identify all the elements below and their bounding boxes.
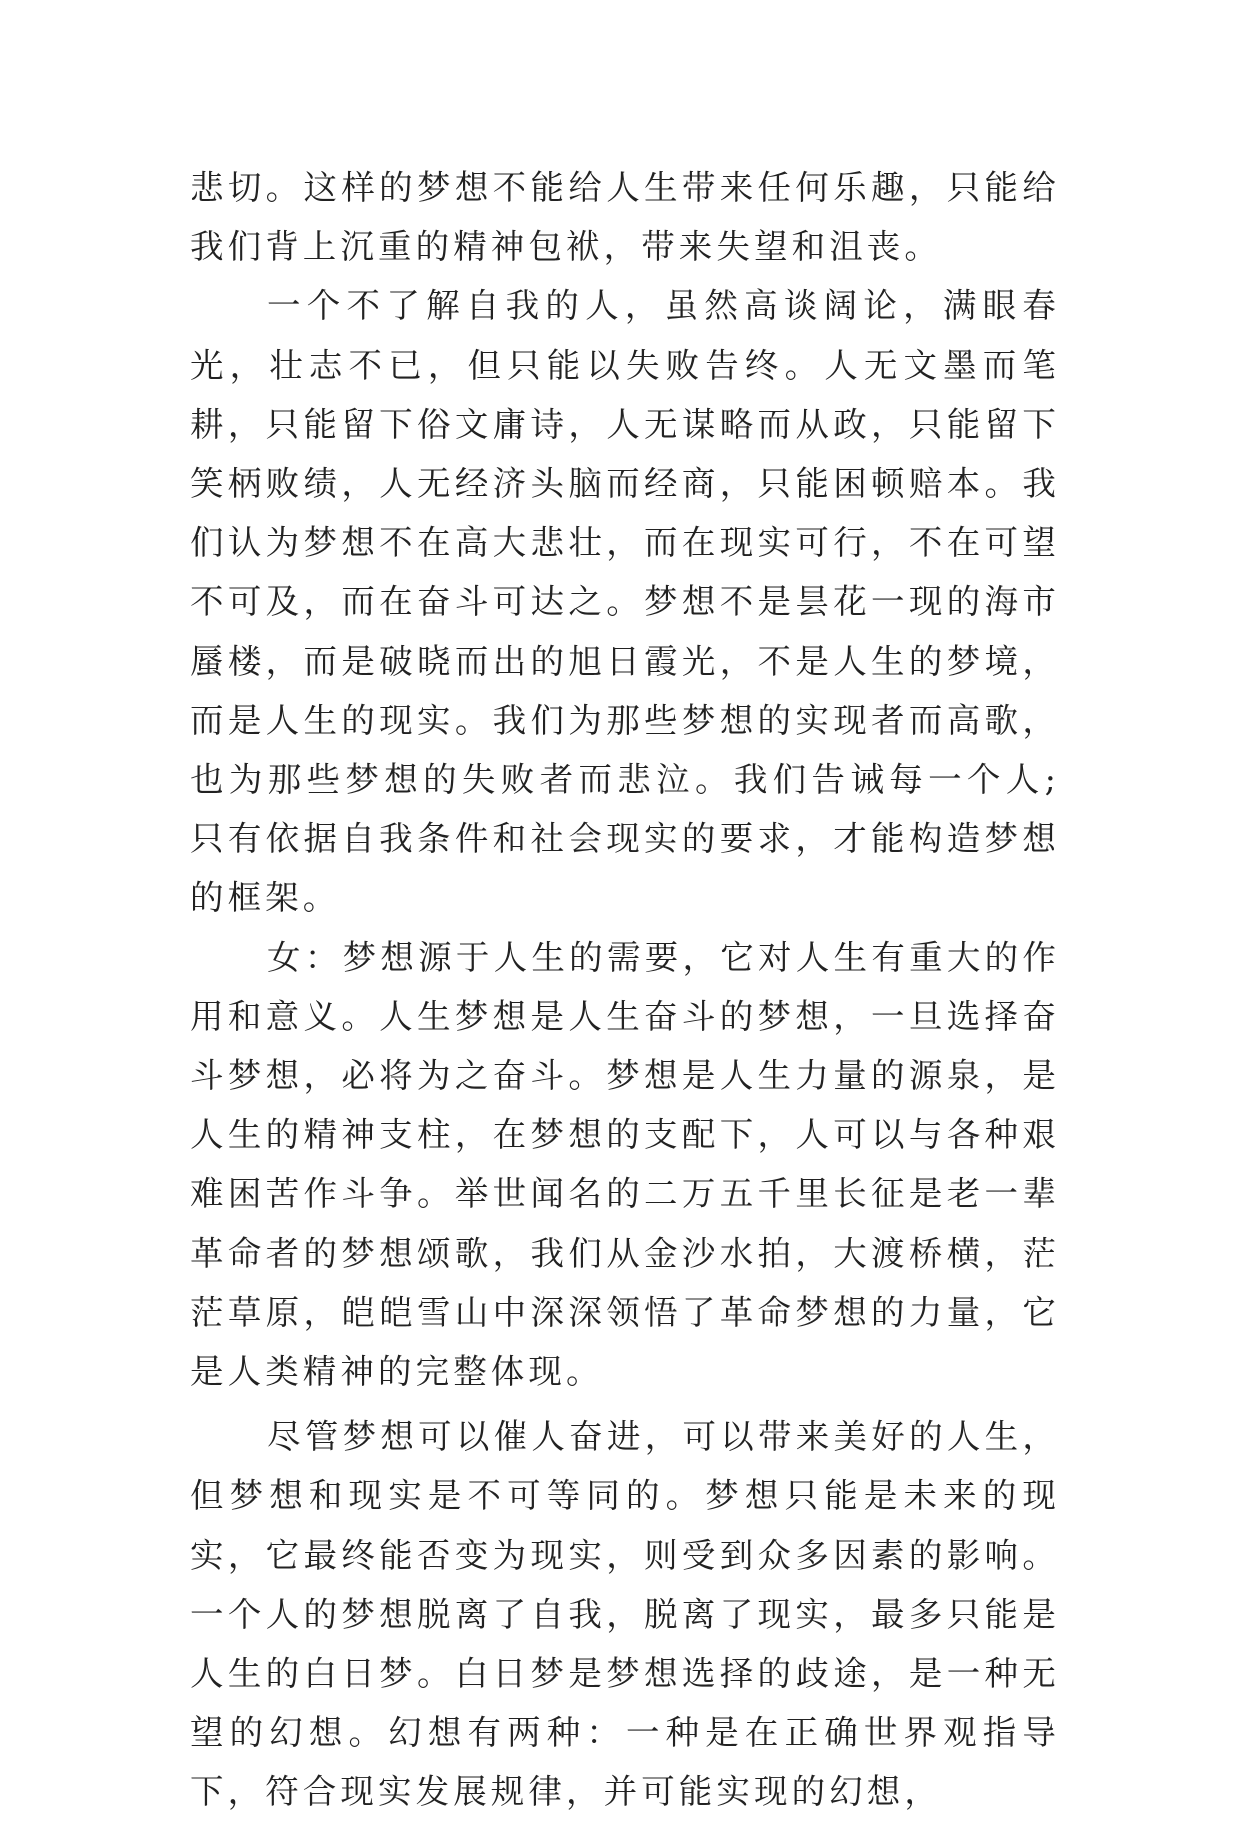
- paragraph-4: 尽管梦想可以催人奋进，可以带来美好的人生，但梦想和现实是不可等同的。梦想只能是未来的现实，它最终能否变为现实，则受到众多因素的影响。一个人的梦想脱离了自我，脱离了现实，最多只能是人生的白日梦。白日梦是梦想选择的歧途，是一种无望的幻想。幻想有两种：一种是在正确世界观指导下，符合现实发展规律，并可能实现的幻想，: [190, 1417, 1060, 1812]
- document-body: [190, 158, 1060, 1822]
- paragraph-1: 悲切。这样的梦想不能给人生带来任何乐趣，只能给我们背上沉重的精神包袱，带来失望和沮丧。: [190, 168, 1060, 267]
- paragraph-2: 一个不了解自我的人，虽然高谈阔论，满眼春光，壮志不已，但只能以失败告终。人无文墨而笔耕，只能留下俗文庸诗，人无谋略而从政，只能留下笑柄败绩，人无经济头脑而经商，只能困顿赔本。我们认为梦想不在高大悲壮，而在现实可行，不在可望不可及，而在奋斗可达之。梦想不是昙花一现的海市蜃楼，而是破晓而出的旭日霞光，不是人生的梦境，而是人生的现实。我们为那些梦想的实现者而高歌，也为那些梦想的失败者而悲泣。我们告诫每一个人;只有依据自我条件和社会现实的要求，才能构造梦想的框架。: [190, 286, 1060, 918]
- paragraph-3: 女：梦想源于人生的需要，它对人生有重大的作用和意义。人生梦想是人生奋斗的梦想，一旦选择奋斗梦想，必将为之奋斗。梦想是人生力量的源泉，是人生的精神支柱，在梦想的支配下，人可以与各种艰难困苦作斗争。举世闻名的二万五千里长征是老一辈革命者的梦想颂歌，我们从金沙水拍，大渡桥横，茫茫草原，皑皑雪山中深深领悟了革命梦想的力量，它是人类精神的完整体现。: [190, 937, 1060, 1392]
